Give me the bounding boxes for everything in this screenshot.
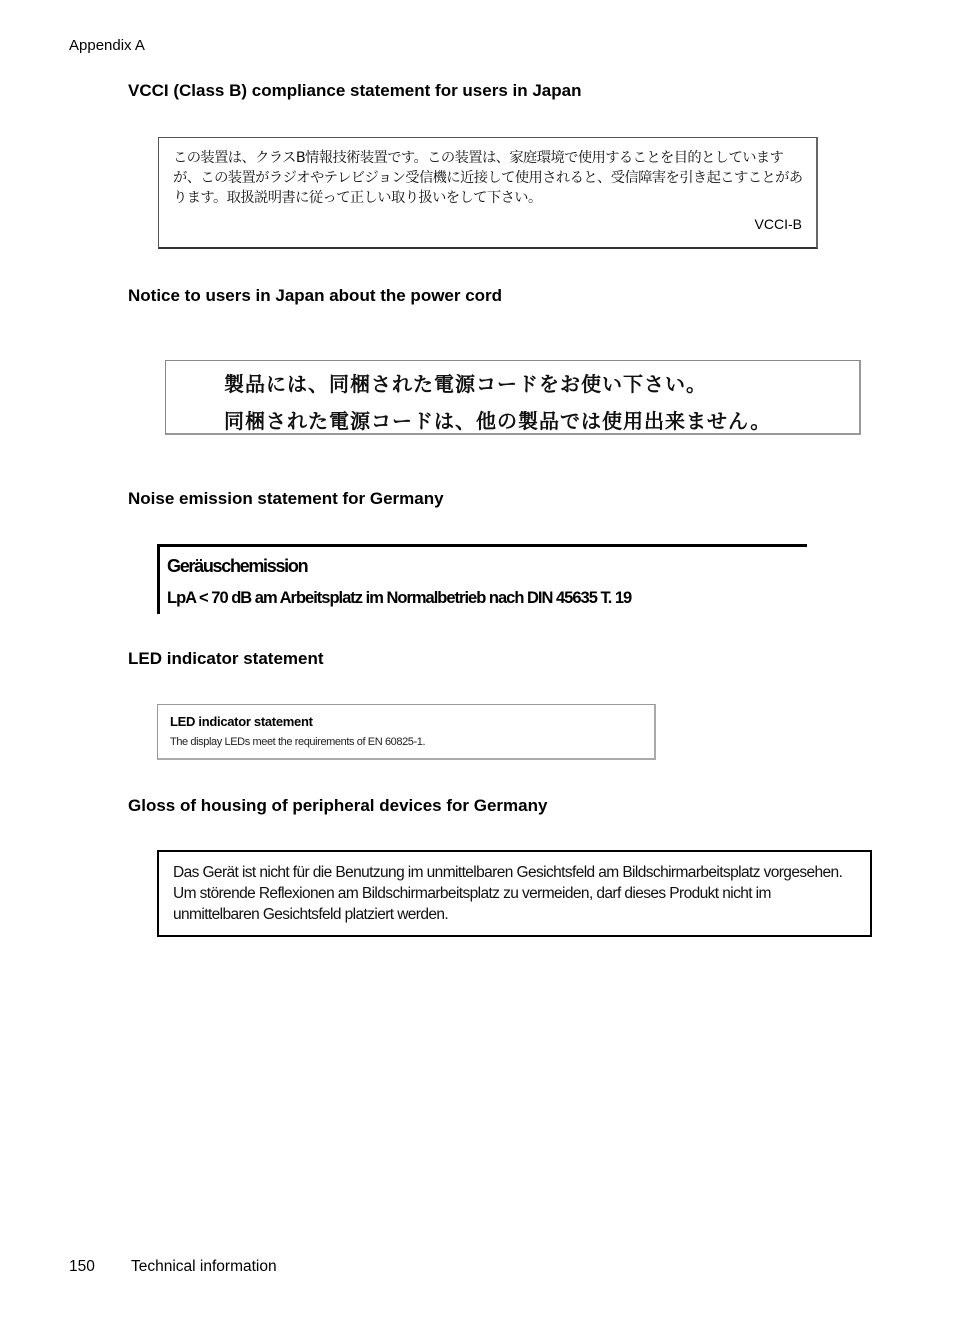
gloss-statement-text: Das Gerät ist nicht für die Benutzung im unmittelbaren Gesichtsfeld am Bildschirmarbeitsplatz vorgesehen. Um störende Reflexionen am Bildschirmarbeitsplatz zu vermeiden, darf dieses Produkt nicht im unmittelbaren Gesichtsfeld platziert werden. (173, 864, 843, 923)
power-cord-notice-box (165, 360, 861, 435)
gloss-heading: Gloss of housing of peripheral devices for Germany (128, 796, 548, 815)
vcci-code-label: VCCI-B (754, 216, 802, 232)
vcci-heading: VCCI (Class B) compliance statement for users in Japan (128, 81, 582, 100)
noise-emission-heading: Noise emission statement for Germany (128, 489, 444, 508)
power-cord-line-2: 同梱された電源コードは、他の製品では使用出来ません。 (224, 409, 772, 433)
running-header: Appendix A (69, 37, 145, 54)
power-cord-line-1: 製品には、同梱された電源コードをお使い下さい。 (224, 372, 707, 396)
footer-chapter-title: Technical information (131, 1258, 277, 1275)
noise-emission-title: Geräuschemission (167, 556, 308, 576)
led-indicator-box (157, 704, 656, 760)
led-indicator-heading: LED indicator statement (128, 649, 324, 668)
vcci-statement-text: この装置は、クラスB情報技術装置です。この装置は、家庭環境で使用することを目的としていますが、この装置がラジオやテレビジョン受信機に近接して使用されると、受信障害を引き起こすことがあります。取扱説明書に従って正しい取り扱いをして下さい。 (173, 150, 803, 206)
vcci-statement-box (158, 137, 818, 249)
gloss-statement-box (157, 850, 872, 937)
power-cord-heading: Notice to users in Japan about the power cord (128, 286, 503, 305)
led-indicator-text: The display LEDs meet the requirements of EN 60825-1. (170, 736, 426, 748)
noise-emission-box (157, 544, 807, 614)
noise-emission-text: LpA < 70 dB am Arbeitsplatz im Normalbetrieb nach DIN 45635 T. 19 (167, 589, 632, 607)
page-number: 150 (69, 1258, 95, 1275)
led-indicator-title: LED indicator statement (170, 714, 313, 729)
